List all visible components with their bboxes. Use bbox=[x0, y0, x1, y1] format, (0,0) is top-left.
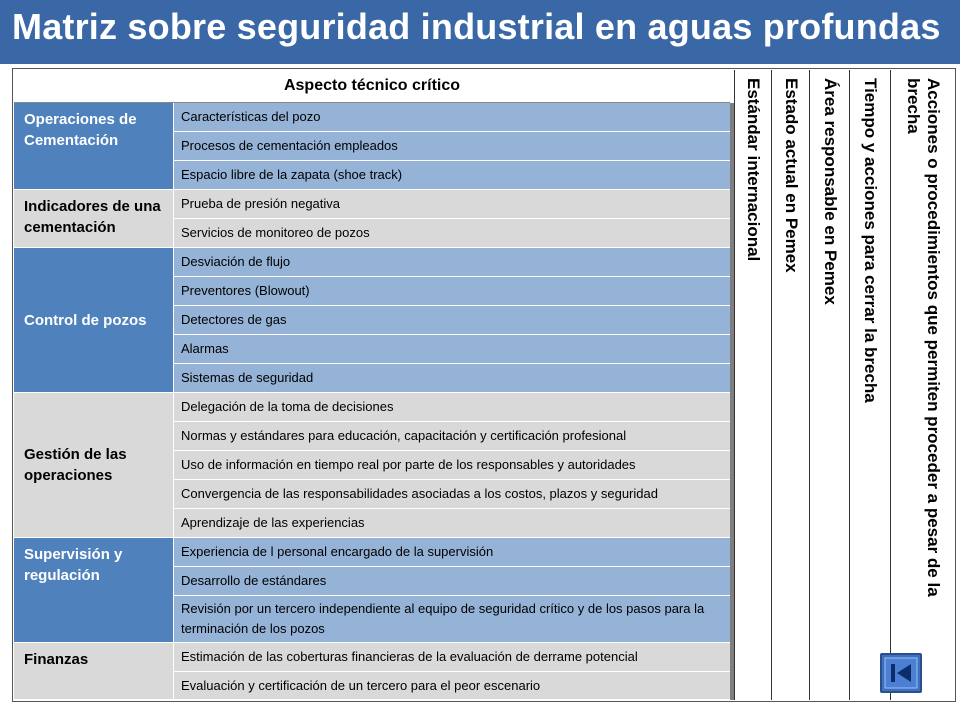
header-aspecto-tecnico: Aspecto técnico crítico bbox=[14, 70, 730, 103]
col-estado-actual-label: Estado actual en Pemex bbox=[781, 78, 801, 273]
row-delegacion-decisiones: Delegación de la toma de decisiones bbox=[174, 393, 730, 422]
col-area-responsable-label: Área responsable en Pemex bbox=[820, 78, 840, 305]
row-normas-estandares: Normas y estándares para educación, capacitación y certificación profesional bbox=[174, 422, 730, 451]
page-title: Matriz sobre seguridad industrial en aguas profundas bbox=[12, 6, 941, 47]
back-to-start-button[interactable] bbox=[880, 653, 922, 693]
row-desviacion-flujo: Desviación de flujo bbox=[174, 248, 730, 277]
group-supervision: Supervisión y regulación bbox=[14, 538, 173, 643]
group-finanzas: Finanzas bbox=[14, 643, 173, 700]
col-area-responsable bbox=[809, 70, 849, 700]
title-bar bbox=[0, 0, 960, 64]
row-convergencia: Convergencia de las responsabilidades asociadas a los costos, plazos y seguridad bbox=[174, 480, 730, 509]
group-gestion-operaciones: Gestión de las operaciones bbox=[14, 393, 173, 538]
col-acciones-procedimientos bbox=[890, 70, 955, 700]
row-revision-tercero: Revisión por un tercero independiente al equipo de seguridad crítico y de los pasos para la terminación de los pozos bbox=[174, 596, 730, 643]
row-informacion-tiempo-real: Uso de información en tiempo real por parte de los responsables y autoridades bbox=[174, 451, 730, 480]
col-tiempo-acciones-label: Tiempo y acciones para cerrar la brecha bbox=[861, 78, 880, 403]
group-control-pozos: Control de pozos bbox=[14, 248, 173, 393]
skip-back-icon bbox=[882, 655, 920, 691]
row-estimacion-coberturas: Estimación de las coberturas financieras de la evaluación de derrame potencial bbox=[174, 643, 730, 672]
safety-matrix-table bbox=[12, 68, 956, 702]
row-aprendizaje: Aprendizaje de las experiencias bbox=[174, 509, 730, 538]
row-experiencia-personal: Experiencia de l personal encargado de la supervisión bbox=[174, 538, 730, 567]
row-desarrollo-estandares: Desarrollo de estándares bbox=[174, 567, 730, 596]
row-alarmas: Alarmas bbox=[174, 335, 730, 364]
row-procesos-cementacion: Procesos de cementación empleados bbox=[174, 132, 730, 161]
row-prueba-presion: Prueba de presión negativa bbox=[174, 190, 730, 219]
row-caracteristicas-pozo: Características del pozo bbox=[174, 103, 730, 132]
col-estandar-internacional bbox=[734, 70, 771, 700]
col-estandar-internacional-label: Estándar internacional bbox=[744, 78, 763, 262]
row-sistemas-seguridad: Sistemas de seguridad bbox=[174, 364, 730, 393]
row-evaluacion-certificacion: Evaluación y certificación de un tercero para el peor escenario bbox=[174, 672, 730, 700]
group-indicadores: Indicadores de una cementación bbox=[14, 190, 173, 248]
row-preventores: Preventores (Blowout) bbox=[174, 277, 730, 306]
row-espacio-zapata: Espacio libre de la zapata (shoe track) bbox=[174, 161, 730, 190]
row-detectores-gas: Detectores de gas bbox=[174, 306, 730, 335]
group-cementacion: Operaciones de Cementación bbox=[14, 103, 173, 190]
row-monitoreo-pozos: Servicios de monitoreo de pozos bbox=[174, 219, 730, 248]
col-acciones-procedimientos-label: Acciones o procedimientos que permiten proceder a pesar de la brecha bbox=[904, 78, 943, 597]
col-tiempo-acciones bbox=[849, 70, 890, 700]
col-estado-actual bbox=[771, 70, 809, 700]
